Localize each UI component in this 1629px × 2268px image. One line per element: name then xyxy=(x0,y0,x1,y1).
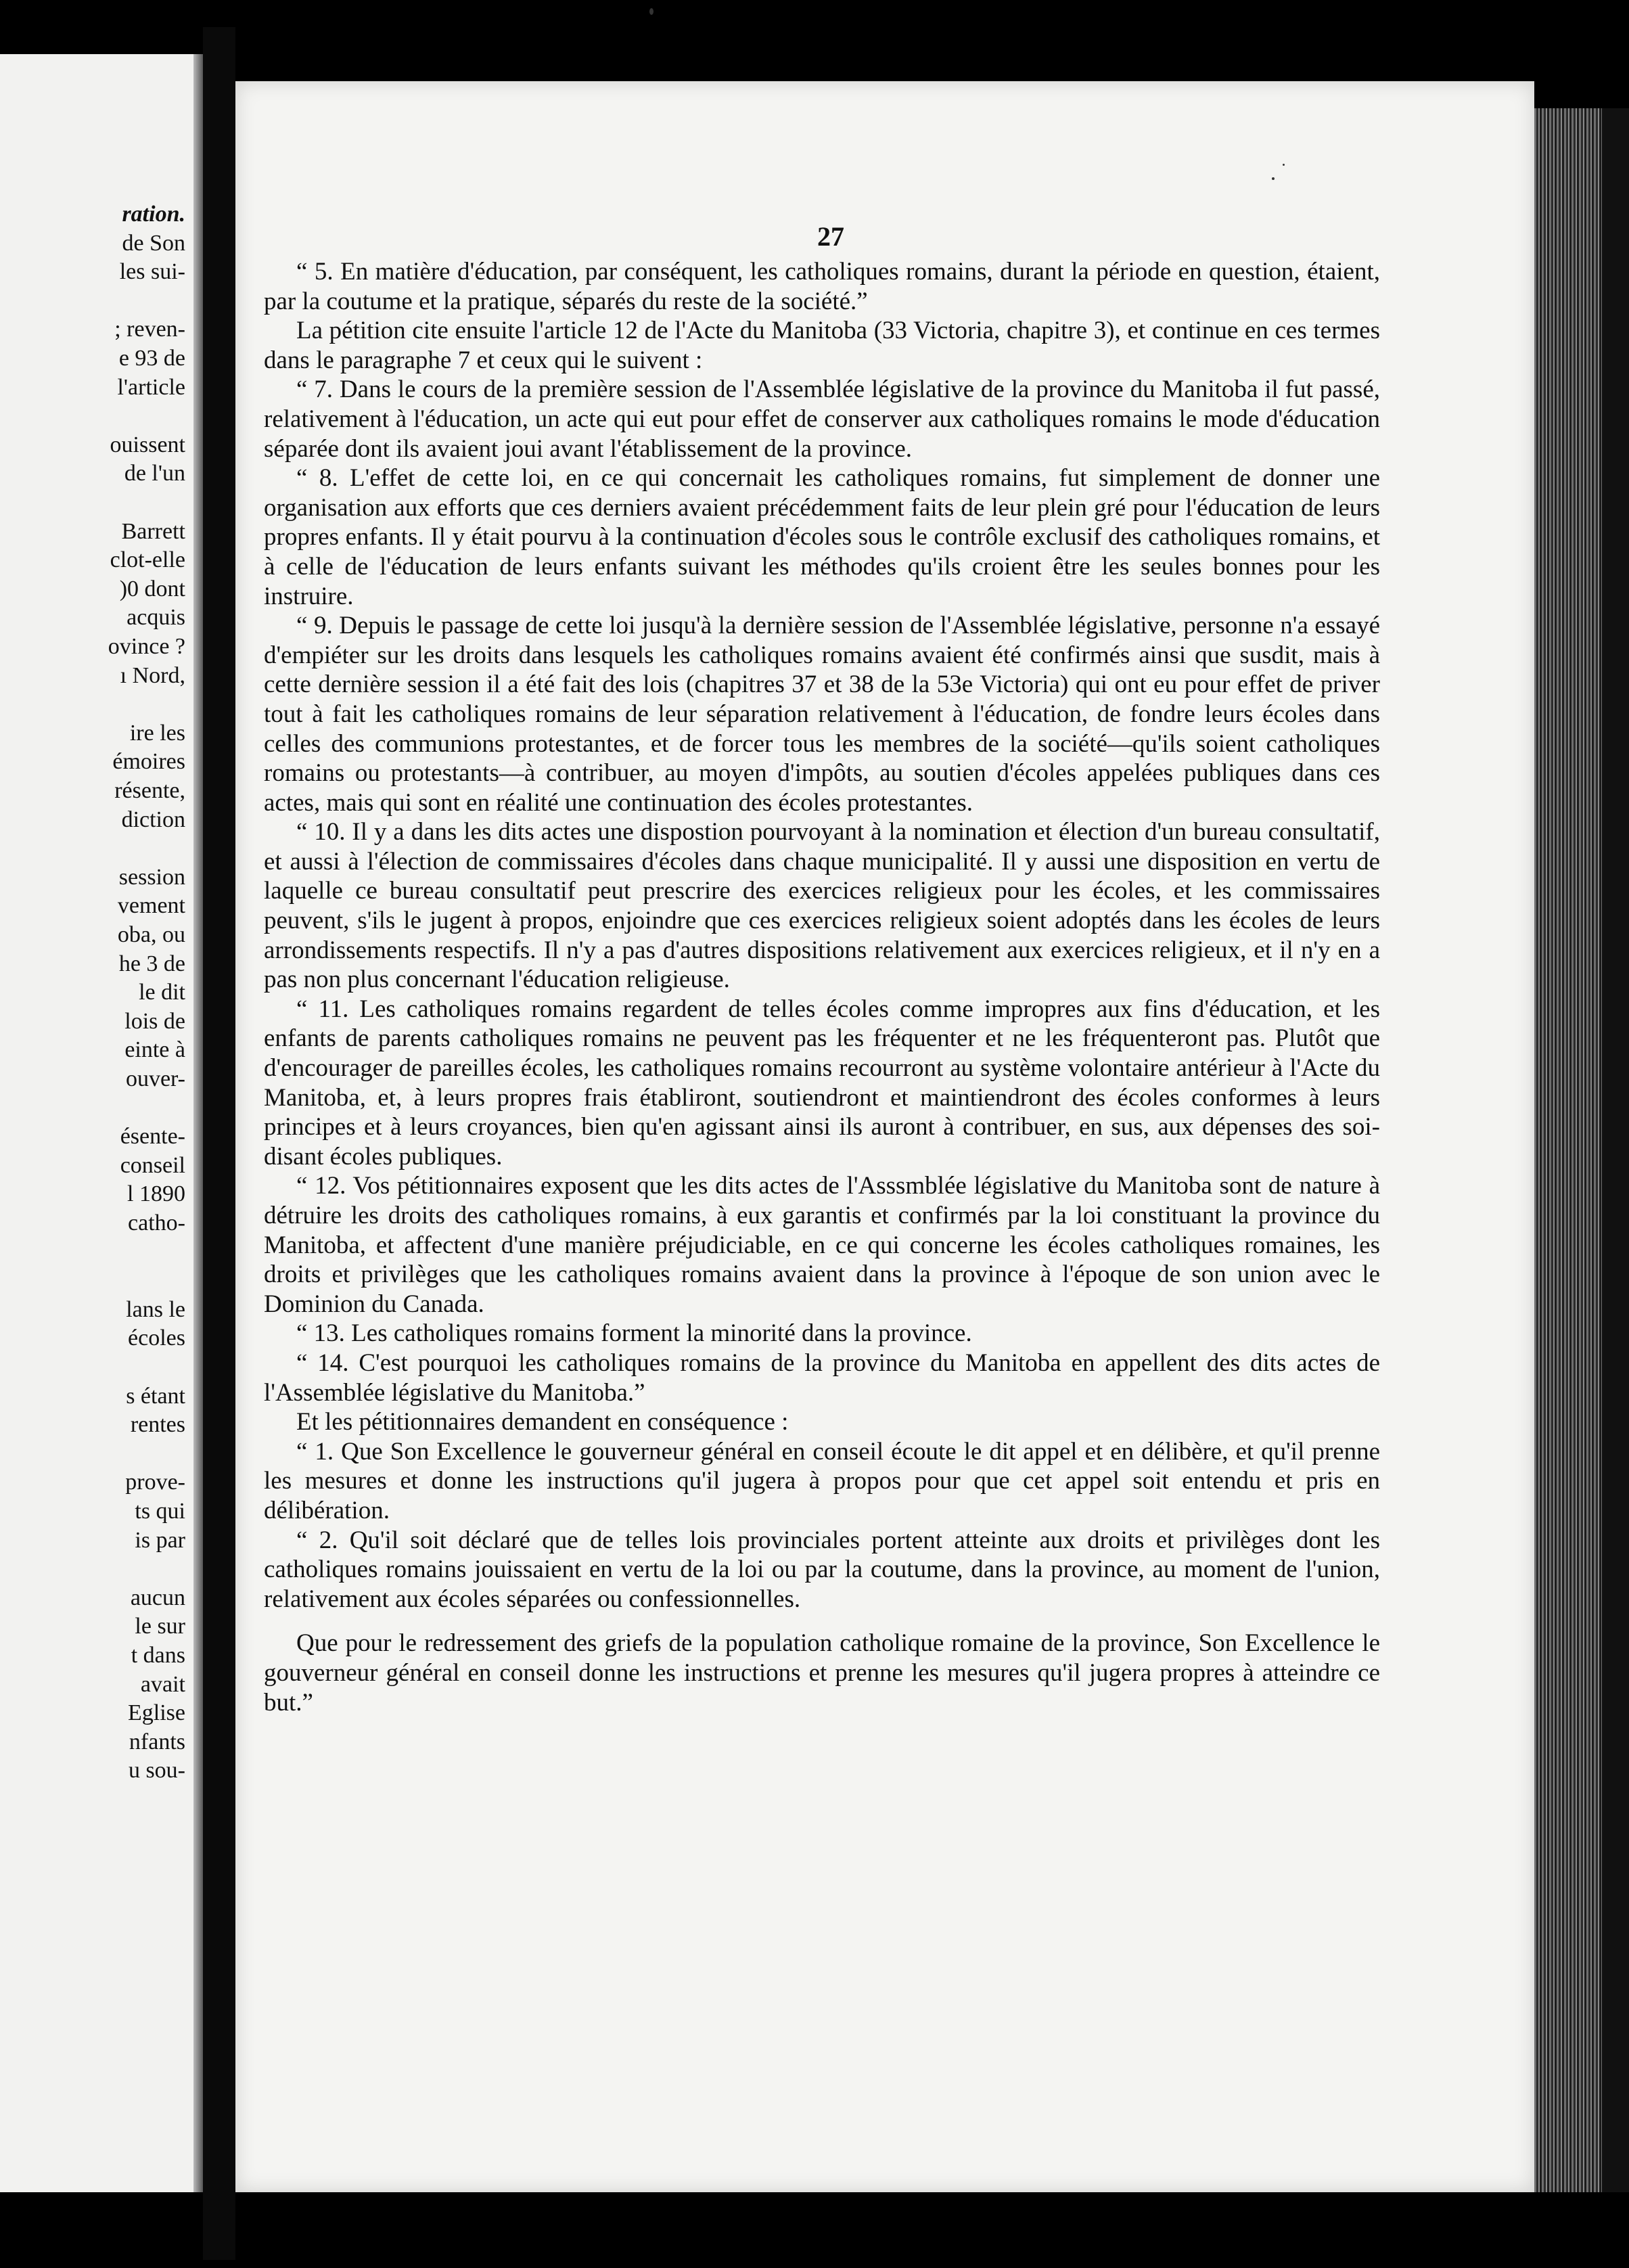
paragraph-12: “ 12. Vos pétitionnaires exposent que les dits actes de l'Asssmblée législative du Manitoba sont de nature à détruire les droits des catholiques romains, à eux garantis et confirmés par la loi constituant la province du Manitoba, et affectent d'une manière préjudiciable, en ce qui concerne les écoles catholiques romaines, les droits et privilèges que les catholiques romains avaient dans la province à l'époque de son union avec le Dominion du Canada. xyxy=(264,1172,1380,1318)
left-page-line: aucun xyxy=(130,1585,185,1610)
paragraph-13: “ 13. Les catholiques romains forment la minorité dans la province. xyxy=(296,1319,972,1348)
left-page-line: l'article xyxy=(117,374,185,400)
left-page-line: rentes xyxy=(130,1412,185,1438)
scan-speck xyxy=(1272,177,1275,180)
left-page-line: résente, xyxy=(114,778,185,803)
left-page-line: s étant xyxy=(126,1383,185,1409)
left-page-fragment xyxy=(0,54,203,2192)
left-page-line: Barrett xyxy=(121,518,185,544)
left-page-line: de Son xyxy=(122,230,185,256)
left-page-line: de l'un xyxy=(124,461,185,486)
page-stack-shadow xyxy=(1602,108,1629,2192)
page-stack-edges xyxy=(1534,108,1602,2192)
left-page-line: einte à xyxy=(124,1037,185,1063)
left-page-line: le dit xyxy=(139,980,185,1005)
left-page-line: émoires xyxy=(112,749,185,775)
left-page-line: les sui- xyxy=(119,259,185,285)
closing-paragraph: Que pour le redressement des griefs de la population catholique romaine de la province, Son Excellence le gouverneur général en conseil donne les instructions et prenne les mesures qu'il jugera propres à atteindre ce but.” xyxy=(264,1629,1380,1717)
left-page-line: l 1890 xyxy=(127,1181,185,1207)
demand-1: “ 1. Que Son Excellence le gouverneur général en conseil écoute le dit appel et en délibère, et qu'il prenne les mesures et donne les instructions qu'il jugera à propos pour que cet appel soit entendu et pris en délibération. xyxy=(264,1437,1380,1524)
page-body-text xyxy=(264,257,1380,1717)
left-page-line: ı Nord, xyxy=(120,662,185,688)
left-page-line: vement xyxy=(117,893,185,919)
left-page-line: )0 dont xyxy=(119,576,185,602)
left-page-line: prove- xyxy=(125,1470,185,1495)
book-gutter xyxy=(203,27,235,2260)
left-page-line: ire les xyxy=(129,720,185,746)
left-page-line: Eglise xyxy=(128,1700,185,1726)
paragraph-7: “ 7. Dans le cours de la première session de l'Assemblée législative de la province du Manitoba il fut passé, relativement à l'éducation, un acte qui eut pour effet de conserver aux catholiques romains le mode d'éducation séparée dont ils avaient joui avant l'établissement de la province. xyxy=(264,376,1380,463)
left-page-line: session xyxy=(118,864,185,890)
left-page-line: oba, ou xyxy=(117,922,185,947)
left-page-line: acquis xyxy=(127,605,185,631)
left-page-edge xyxy=(193,54,203,2192)
left-page-line: u sou- xyxy=(128,1758,185,1784)
paragraph-11: “ 11. Les catholiques romains regardent de telles écoles comme impropres aux fins d'éducation, et les enfants de parents catholiques romains ne peuvent pas les fréquenter et ne les fréquenteront pas. Plutôt que d'encourager de pareilles écoles, les catholiques romains recourront au système volontaire antérieur à l'Acte du Manitoba, et, à leurs propres frais établiront, soutiendront et maintiendront des écoles conformes à leurs principes et à leurs croyances, bien qu'en agissant ainsi ils auront à contribuer, en sus, aux dépenses des soi-disant écoles publiques. xyxy=(264,995,1380,1171)
left-page-line: diction xyxy=(121,807,185,832)
left-page-line: clot-elle xyxy=(110,547,185,573)
paragraph-demand-intro: Et les pétitionnaires demandent en conséquence : xyxy=(296,1408,789,1436)
left-page-line: ration. xyxy=(122,202,185,227)
page-number: 27 xyxy=(817,221,844,252)
left-page-line: lois de xyxy=(124,1008,185,1034)
scan-speck xyxy=(649,8,653,15)
left-page-line: e 93 de xyxy=(118,346,185,371)
paragraph-14: “ 14. C'est pourquoi les catholiques romains de la province du Manitoba en appellent des dits actes de l'Assemblée législative du Manitoba.” xyxy=(264,1348,1380,1407)
left-page-line: t dans xyxy=(131,1643,185,1668)
left-page-line: he 3 de xyxy=(118,951,185,976)
left-page-line: catho- xyxy=(128,1210,185,1235)
scan-speck xyxy=(1283,164,1285,166)
left-page-line: ovince ? xyxy=(108,634,185,659)
left-page-line: conseil xyxy=(120,1152,185,1178)
paragraph-petition-intro: La pétition cite ensuite l'article 12 de l'Acte du Manitoba (33 Victoria, chapitre 3), et continue en ces termes dans le paragraphe 7 et ceux qui le suivent : xyxy=(264,317,1380,374)
paragraph-5: “ 5. En matière d'éducation, par conséquent, les catholiques romains, durant la période en question, étaient, par la coutume et la pratique, séparés du reste de la société.” xyxy=(264,258,1380,315)
paragraph-9: “ 9. Depuis le passage de cette loi jusqu'à la dernière session de l'Assemblée législative, personne n'a essayé d'empiéter sur les droits dans lesquels les catholiques romains avaient été confirmés ainsi que susdit, mais à cette dernière session il a été fait des lois (chapitres 37 et 38 de la 53e Victoria) qui ont eu pour effet de priver tout à fait les catholiques romains de leur séparation relativement à l'éducation, de fondre leurs écoles dans celles des communions protestantes, et de forcer tous les membres de la société—qu'ils soient catholiques romains ou protestants—à contribuer, au moyen d'impôts, au soutien d'écoles appelées publiques dans ces actes, mais qui sont en réalité une continuation des écoles protestantes. xyxy=(264,612,1380,817)
left-page-line: ésente- xyxy=(120,1124,185,1150)
left-page-line: ouissent xyxy=(110,432,185,457)
left-page-line: ouver- xyxy=(125,1066,185,1091)
left-page-line: ; reven- xyxy=(114,317,185,342)
left-page-line: is par xyxy=(135,1527,185,1553)
demand-2: “ 2. Qu'il soit déclaré que de telles lois provinciales portent atteinte aux droits et privilèges dont les catholiques romains jouissaient en vertu de la loi ou par la coutume, dans la province, au moment de l'union, relativement aux écoles séparées ou confessionnelles. xyxy=(264,1526,1380,1613)
left-page-line: ts qui xyxy=(135,1499,185,1524)
left-page-line: écoles xyxy=(128,1325,185,1351)
left-page-line: le sur xyxy=(135,1614,185,1639)
paragraph-8: “ 8. L'effet de cette loi, en ce qui concernait les catholiques romains, fut simplement de donner une organisation aux efforts que ces derniers avaient précédemment faits de leur plein gré pour l'éducation de leurs propres enfants. Il y était pourvu à la continuation d'écoles sous le contrôle exclusif des catholiques romains, et à celle de l'éducation de leurs enfants suivant les méthodes qu'ils croient être les seules bonnes pour les instruire. xyxy=(264,464,1380,610)
paragraph-10: “ 10. Il y a dans les dits actes une dispostion pourvoyant à la nomination et élection d'un bureau consultatif, et aussi à l'élection de commissaires d'écoles dans chaque municipalité. Il y aussi une disposition en vertu de laquelle ce bureau consultatif peut prescrire des exercices religieux pour les écoles, et les commissaires peuvent, s'ils le jugent à propos, enjoindre que ces exercices religieux soient adoptés dans les écoles de leurs arrondissements respectifs. Il n'y a pas d'autres dispositions relativement aux exercices religieux, et il n'y en a pas non plus concernant l'éducation religieuse. xyxy=(264,818,1380,994)
left-page-line: lans le xyxy=(126,1296,185,1322)
left-page-line: nfants xyxy=(129,1729,185,1754)
left-page-line: avait xyxy=(140,1671,185,1697)
